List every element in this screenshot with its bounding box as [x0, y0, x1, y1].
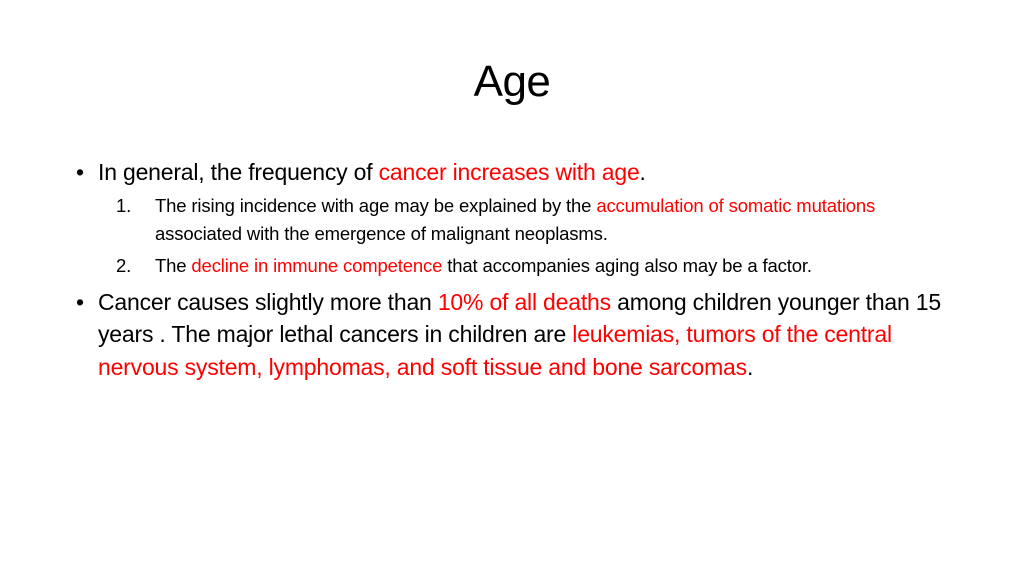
text-segment: .: [639, 159, 646, 185]
text-segment: associated with the emergence of malignant neoplasms.: [155, 222, 608, 244]
highlight-text: leukemias, tumors of the central nervous system, lymphomas, and soft tissue and bone sarcomas: [98, 321, 892, 380]
bullet-marker: •: [76, 288, 84, 315]
text-segment: The rising incidence with age may be explained by the: [155, 194, 597, 216]
text-segment: The: [155, 254, 192, 276]
bullet-text: [98, 289, 941, 380]
bullet-item: [74, 156, 954, 189]
text-segment: In general, the frequency of: [98, 159, 379, 185]
bullet-marker: •: [76, 159, 84, 185]
text-segment: .: [746, 353, 754, 380]
bullet-item: [74, 286, 954, 384]
slide-title: Age: [473, 57, 551, 106]
bullet-text: [98, 159, 646, 185]
slide-content: [74, 156, 954, 383]
numbered-item: [74, 192, 954, 248]
numbered-item: [74, 252, 954, 280]
text-segment: Cancer causes slightly more than: [98, 288, 438, 315]
highlight-text: 10% of all deaths: [437, 288, 611, 315]
numbered-list: [74, 192, 954, 280]
text-segment: among children younger than 15 years . The major lethal cancers in children are: [98, 288, 941, 347]
item-number: 2.: [116, 254, 132, 276]
item-number: 1.: [116, 194, 132, 216]
text-segment: that accompanies aging also may be a factor.: [442, 254, 812, 276]
highlight-text: accumulation of somatic mutations: [596, 194, 876, 216]
highlight-text: cancer increases with age: [378, 159, 640, 185]
highlight-text: decline in immune competence: [191, 254, 443, 276]
